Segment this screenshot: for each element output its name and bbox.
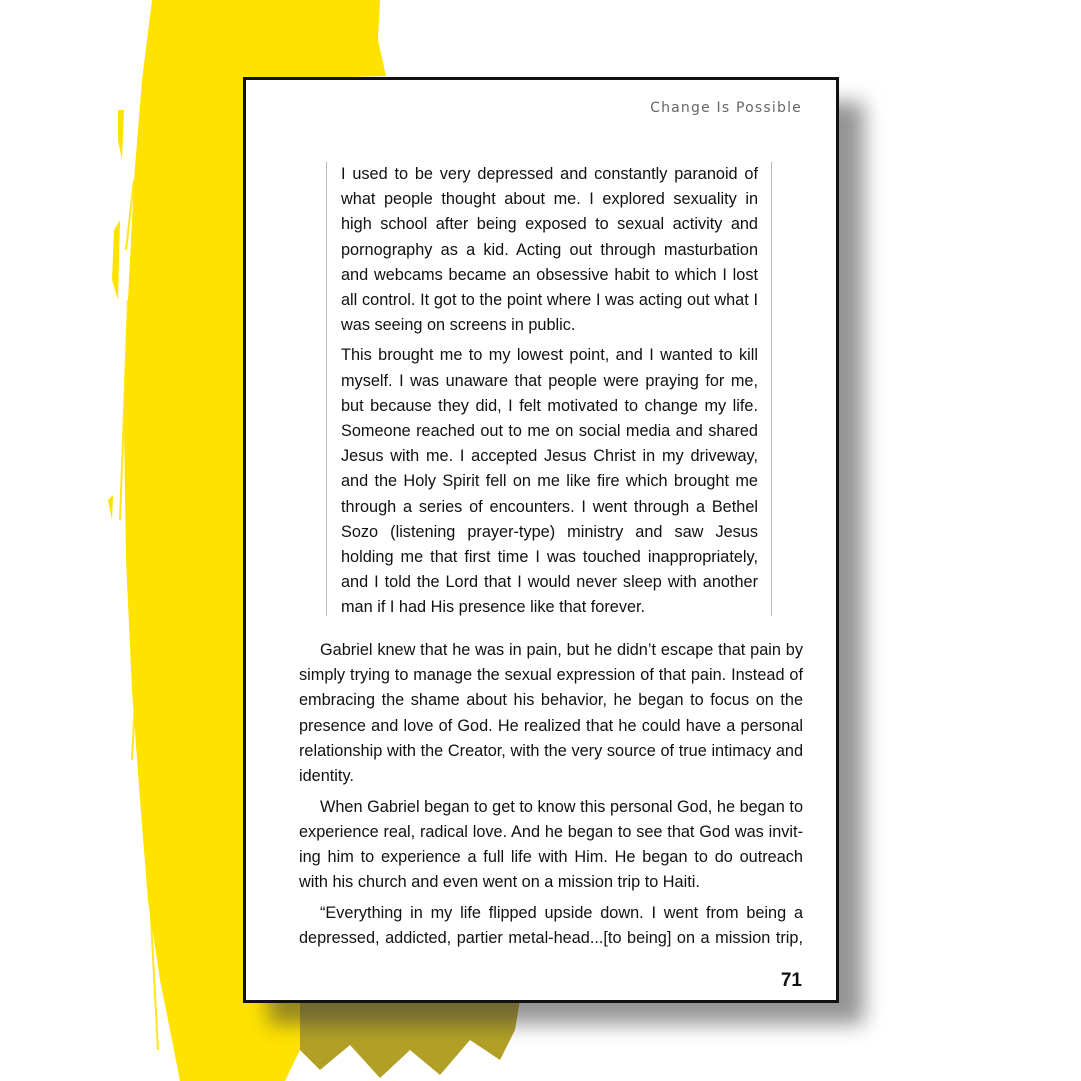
- quote-paragraph: I used to be very depressed and constantly paranoid of what people thought about me. I explored sexuality in high school after being exposed to sexual activity and pornography as a kid. Acting out through masturbation and webcams became an obsessive habit to which I lost all control. It got to the point where I was acting out what I was seeing on screens in public.: [341, 165, 758, 335]
- body-text: [299, 638, 803, 951]
- body-paragraph: When Gabriel began to get to know this personal God, he began to experience real, radical love. And he began to see that God was inviting him to experience a full life with Him. He began to do outreach with his church and even went on a mission trip to Haiti.: [299, 797, 803, 892]
- book-page: [243, 77, 839, 1003]
- quote-paragraph: This brought me to my lowest point, and I wanted to kill myself. I was unaware that people were praying for me, but because they did, I felt motivated to change my life. Someone reached out to me on social media and shared Jesus with me. I accepted Jesus Christ in my driveway, and the Holy Spirit fell on me like fire which brought me through a series of encounters. I went through a Bethel Sozo (listening prayer-type) ministry and saw Jesus holding me that first time I was touched inappropriately, and I told the Lord that I would never sleep with another man if I had His presence like that forever.: [341, 346, 758, 617]
- body-paragraph: Gabriel knew that he was in pain, but he didn’t escape that pain by simply trying to manage the sexual expression of that pain. Instead of embracing the shame about his behavior, he began to focus on the presence and love of God. He realized that he could have a personal relationship with the Creator, with the very source of true intimacy and identity.: [299, 641, 803, 786]
- page-number: 71: [780, 970, 802, 991]
- running-head: Change Is Possible: [650, 100, 802, 116]
- body-paragraph: “Everything in my life flipped upside down. I went from being a depressed, addicted, partier metal-head...[to being] on a mission trip,: [299, 904, 803, 948]
- block-quote: [326, 162, 772, 616]
